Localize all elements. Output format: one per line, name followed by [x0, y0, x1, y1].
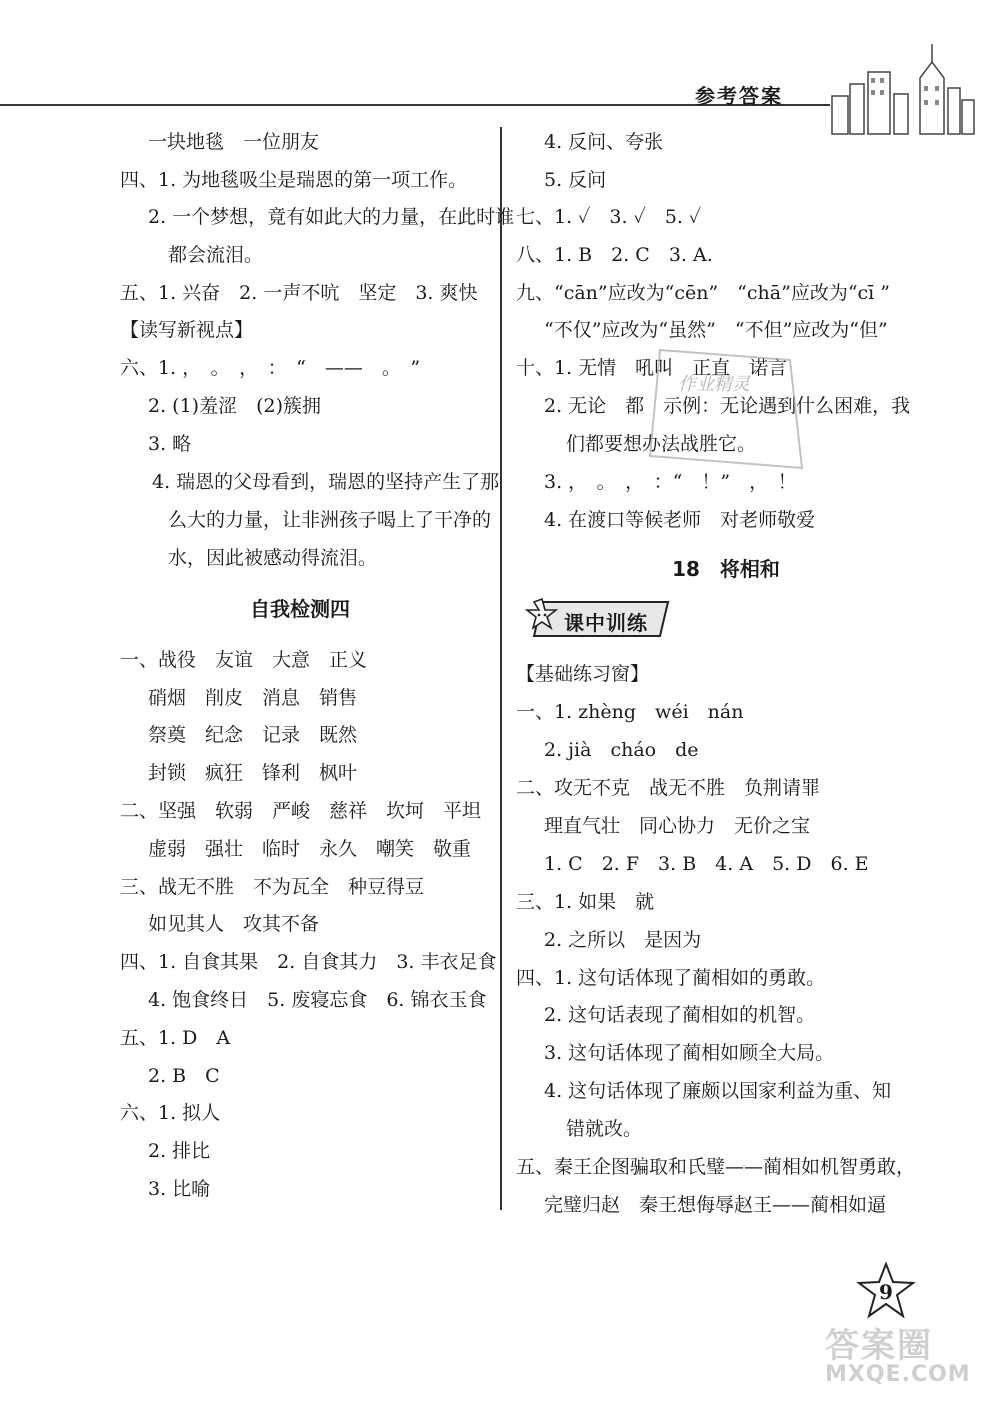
right-line: 【基础练习窗】 — [516, 663, 650, 685]
right-line: 5. 反问 — [544, 169, 607, 191]
right-line: 五、秦王企图骗取和氏璧——蔺相如机智勇敢， — [516, 1156, 916, 1178]
left-line: 2. B C — [148, 1065, 220, 1087]
right-line: 1. C 2. F 3. B 4. A 5. D 6. E — [544, 853, 869, 875]
right-line: 3. ， 。 ， ：“ ！” ， ！ — [544, 471, 797, 493]
right-line: 四、1. 这句话体现了蔺相如的勇敢。 — [516, 967, 826, 989]
right-line: 2. jià cháo de — [544, 739, 699, 761]
right-line: 七、1. ✓ 3. ✓ 5. ✓ — [516, 206, 702, 228]
left-line: 四、1. 为地毯吸尘是瑞恩的第一项工作。 — [120, 169, 468, 191]
left-line: 祭奠 纪念 记录 既然 — [148, 724, 358, 746]
right-line: 二、攻无不克 战无不胜 负荆请罪 — [516, 777, 821, 799]
left-line: 2. (1)羞涩 (2)簇拥 — [148, 395, 321, 417]
left-line: 五、1. D A — [120, 1027, 231, 1049]
lesson-title: 18 将相和 — [672, 557, 780, 581]
left-line: 4. 瑞恩的父母看到，瑞恩的坚持产生了那 — [152, 471, 500, 493]
page-number: 9 — [879, 1280, 893, 1304]
left-line: 【读写新视点】 — [120, 319, 254, 341]
left-line: 五、1. 兴奋 2. 一声不吭 坚定 3. 爽快 — [120, 282, 478, 304]
site-watermark — [825, 1318, 990, 1393]
right-line: 九、“cān”应改为“cēn” “chā”应改为“cī ” — [516, 282, 890, 304]
right-line: 2. 之所以 是因为 — [544, 929, 702, 951]
left-line: 3. 比喻 — [148, 1178, 211, 1200]
right-line: 们都要想办法战胜它。 — [566, 433, 757, 455]
stamp-text: 作业精灵 — [678, 374, 750, 395]
left-line: 么大的力量，让非洲孩子喝上了干净的 — [168, 509, 492, 531]
right-line: 三、1. 如果 就 — [516, 891, 655, 913]
left-line: 都会流泪。 — [168, 244, 264, 266]
left-line: 2. 一个梦想，竟有如此大的力量，在此时谁 — [148, 206, 515, 228]
right-line: 3. 这句话体现了蔺相如顾全大局。 — [544, 1042, 835, 1064]
left-line: 一、战役 友谊 大意 正义 — [120, 649, 368, 671]
left-line: 六、1. ， 。 ， ： “ —— 。 ” — [120, 357, 421, 379]
column-divider — [500, 127, 502, 1210]
left-line: 虚弱 强壮 临时 永久 嘲笑 敬重 — [148, 838, 472, 860]
stamp-watermark — [640, 340, 810, 480]
page-number-badge — [855, 1262, 917, 1320]
city-skyline-icon — [828, 38, 978, 136]
watermark-line2: MXQE.COM — [825, 1362, 971, 1387]
right-line: 理直气壮 同心协力 无价之宝 — [544, 815, 811, 837]
left-line: 如见其人 攻其不备 — [148, 913, 320, 935]
right-line: 2. 这句话表现了蔺相如的机智。 — [544, 1004, 816, 1026]
left-line: 4. 饱食终日 5. 废寝忘食 6. 锦衣玉食 — [148, 989, 487, 1011]
left-line: 二、坚强 软弱 严峻 慈祥 坎坷 平坦 — [120, 800, 482, 822]
left-line: 三、战无不胜 不为瓦全 种豆得豆 — [120, 876, 425, 898]
left-line: 六、1. 拟人 — [120, 1102, 221, 1124]
left-line: 封锁 疯狂 锋利 枫叶 — [148, 762, 358, 784]
section-badge — [512, 596, 672, 642]
watermark-line1: 答案圈 — [825, 1326, 933, 1366]
right-line: 八、1. B 2. C 3. A. — [516, 244, 713, 266]
left-line: 一块地毯 一位朋友 — [148, 131, 320, 153]
right-line: 完璧归赵 秦王想侮辱赵王——蔺相如逼 — [544, 1194, 887, 1216]
header-label: 参考答案 — [695, 84, 783, 108]
left-line: 硝烟 削皮 消息 销售 — [148, 687, 358, 709]
right-line: 2. 无论 都 示例：无论遇到什么困难，我 — [544, 395, 911, 417]
section-title: 自我检测四 — [250, 597, 350, 621]
right-line: 4. 在渡口等候老师 对老师敬爱 — [544, 509, 816, 531]
right-line: 十、1. 无情 吼叫 正直 诺言 — [516, 357, 788, 379]
right-line: 4. 反问、夸张 — [544, 131, 664, 153]
right-line: 一、1. zhèng wéi nán — [516, 701, 744, 723]
badge-label: 课中训练 — [564, 611, 648, 635]
right-line: 错就改。 — [566, 1118, 643, 1140]
left-line: 四、1. 自食其果 2. 自食其力 3. 丰衣足食 — [120, 951, 497, 973]
left-line: 水，因此被感动得流泪。 — [168, 547, 378, 569]
left-line: 2. 排比 — [148, 1140, 211, 1162]
right-line: “不仅”应改为“虽然” “不但”应改为“但” — [544, 319, 888, 341]
right-line: 4. 这句话体现了廉颇以国家利益为重、知 — [544, 1080, 892, 1102]
left-line: 3. 略 — [148, 433, 192, 455]
